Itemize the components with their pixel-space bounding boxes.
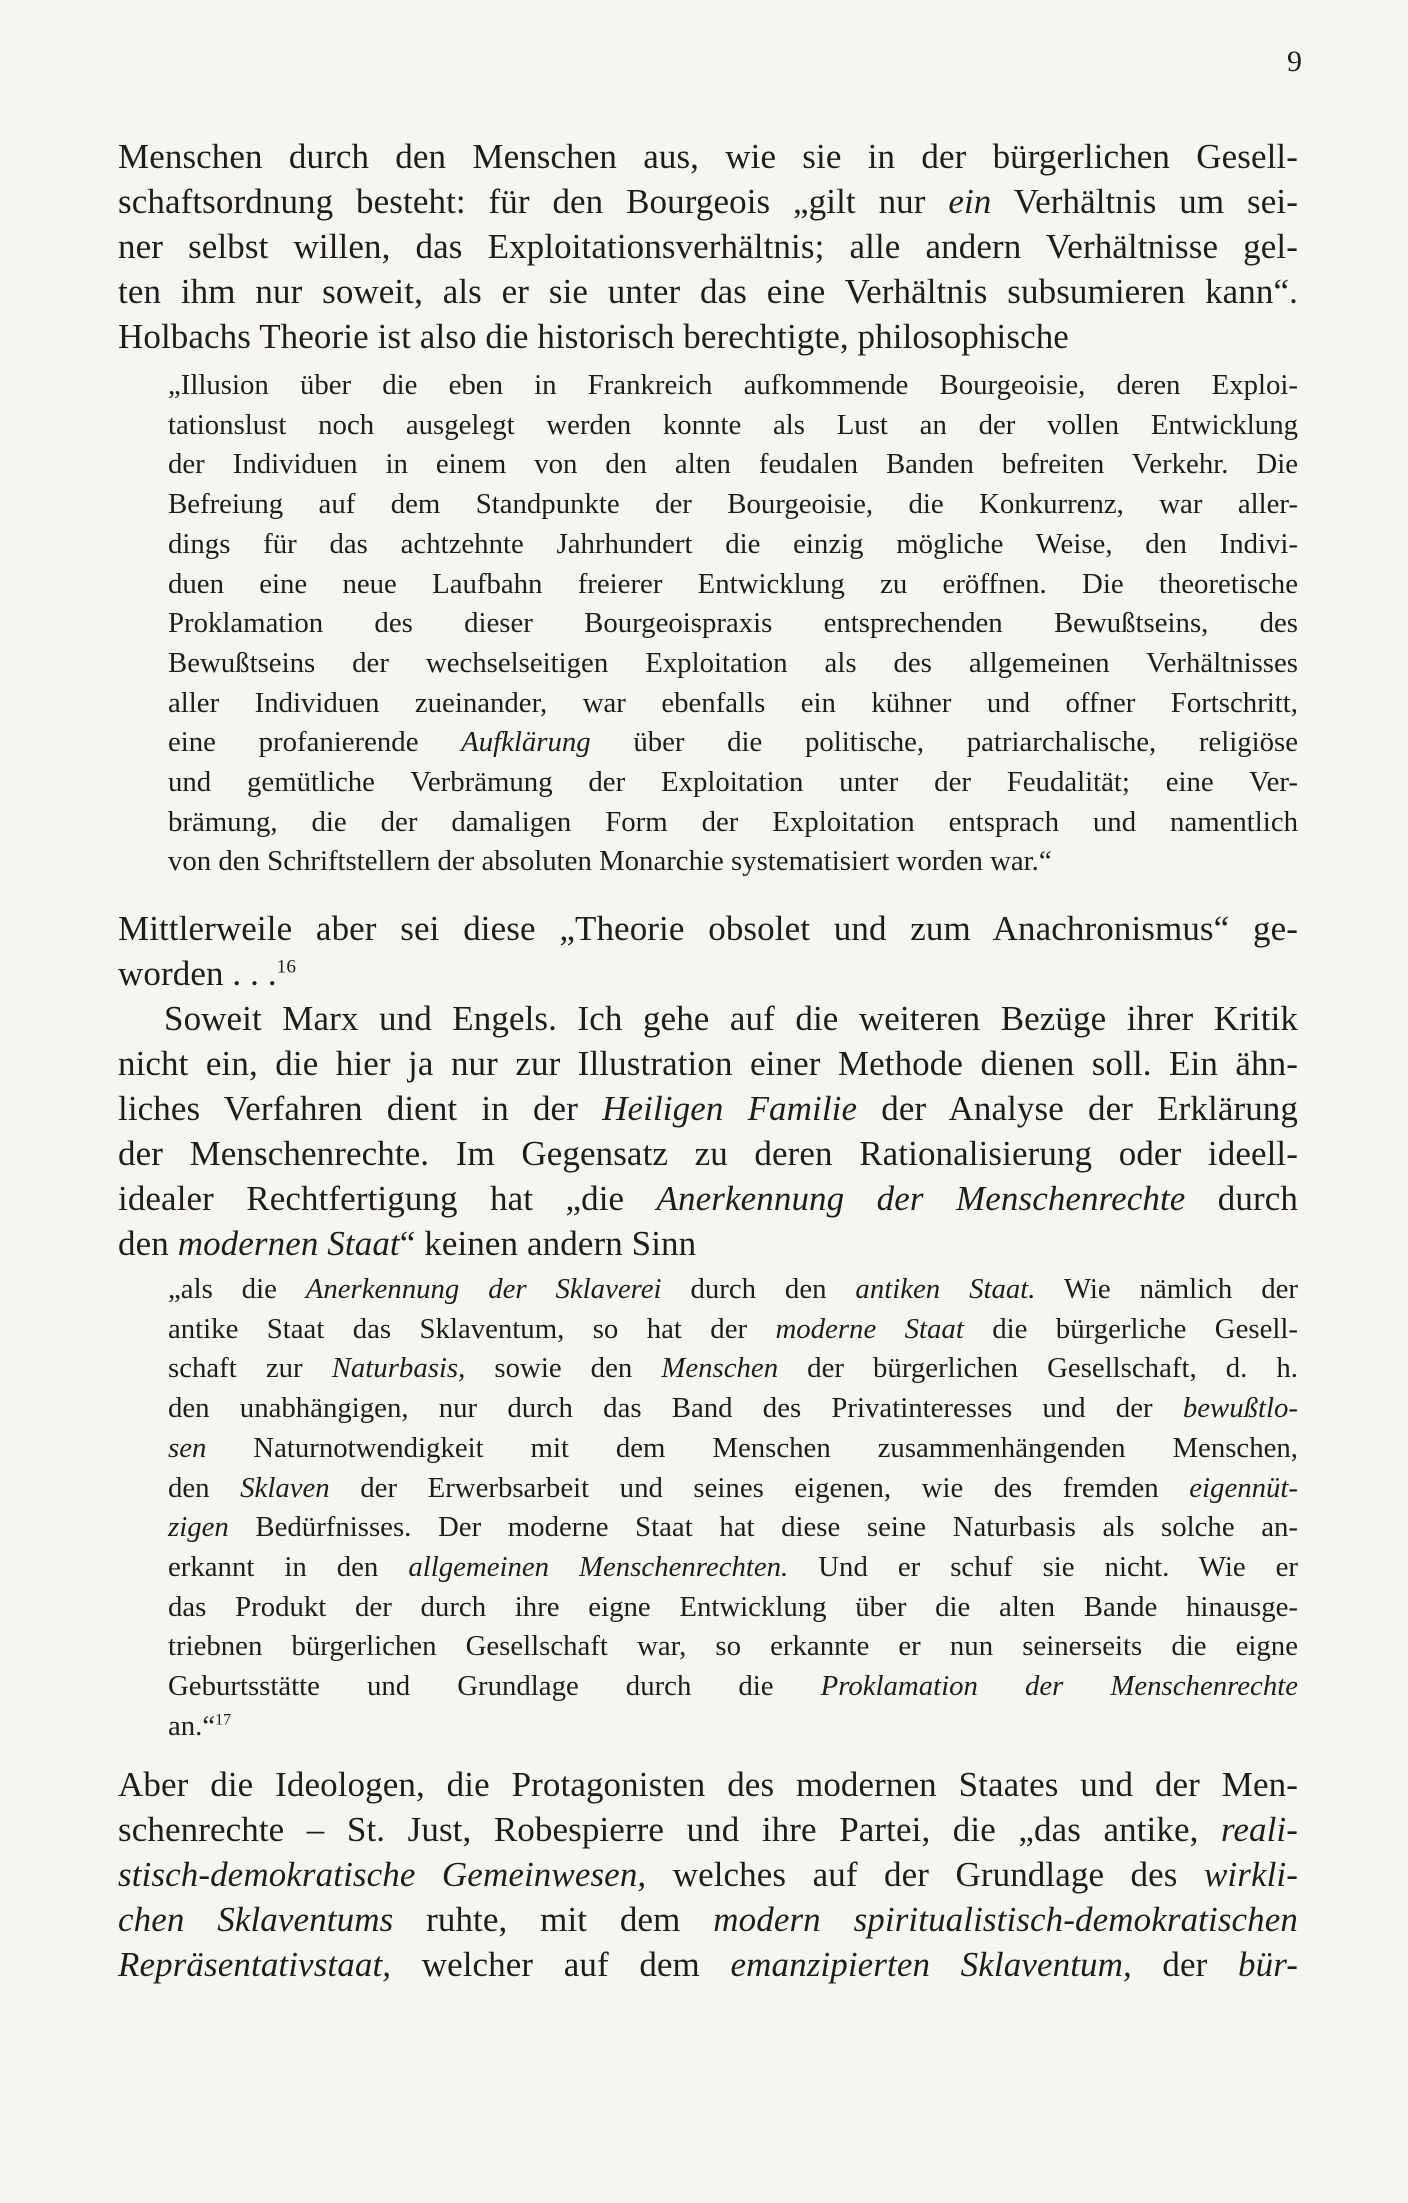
quote-line [168, 723, 1298, 763]
text-line: Aber die Ideologen, die Protagonisten des modernen Staates und der Men- [118, 1765, 1298, 1804]
line-fragment: Naturnotwendigkeit mit dem Menschen zusammenhängenden Menschen, [206, 1431, 1298, 1464]
quote-line: und gemütliche Verbrämung der Exploitation unter der Feudalität; eine Ver- [168, 766, 1298, 799]
body-paragraph-1 [118, 134, 1298, 359]
line-fragment: der [1131, 1945, 1239, 1984]
text-line [118, 179, 1298, 224]
text-line: Menschen durch den Menschen aus, wie sie in der bürgerlichen Gesell- [118, 137, 1298, 176]
emphasis-text: Repräsentativstaat, [118, 1945, 392, 1984]
line-fragment: durch [1185, 1179, 1298, 1218]
quote-line: dings für das achtzehnte Jahrhundert die einzig mögliche Weise, den Indivi- [168, 527, 1298, 560]
block-quote-1 [168, 366, 1298, 882]
text-line [118, 1086, 1298, 1131]
text-line: Mittlerweile aber sei diese „Theorie obsolet und zum Anachronismus“ ge- [118, 909, 1298, 948]
emphasis-text: Heiligen Familie [602, 1089, 858, 1128]
emphasis-text: zigen [168, 1511, 229, 1544]
line-fragment: erkannt in den [168, 1550, 409, 1583]
quote-line [168, 1667, 1298, 1707]
quote-line [168, 1310, 1298, 1350]
emphasis-text: Proklamation der Menschenrechte [820, 1670, 1298, 1703]
text-line [118, 1176, 1298, 1221]
quote-line: Bewußtseins der wechselseitigen Exploitation als des allgemeinen Verhältnisses [168, 646, 1298, 679]
line-fragment: Und er schuf sie nicht. Wie er [788, 1550, 1298, 1583]
emphasis-text: bewußtlo- [1182, 1392, 1298, 1425]
body-paragraph-4 [118, 1762, 1298, 1987]
emphasis-text: wirkli- [1203, 1855, 1298, 1894]
block-quote-2 [168, 1270, 1298, 1746]
quote-line: „Illusion über die eben in Frankreich aufkommende Bourgeoisie, deren Exploi- [168, 369, 1298, 401]
line-fragment: der bürgerlichen Gesellschaft, d. h. [778, 1352, 1299, 1385]
emphasis-text: modern spiritualistisch-demokratischen [713, 1900, 1299, 1939]
line-fragment: eine profanierende [168, 726, 462, 759]
line-fragment: über die politische, patriarchalische, religiöse [590, 726, 1298, 759]
quote-line: tationslust noch ausgelegt werden konnte als Lust an der vollen Entwicklung [168, 408, 1298, 441]
emphasis-text: stisch-demokratische Gemeinwesen, [118, 1855, 647, 1894]
emphasis-text: modernen Staat [177, 1224, 400, 1263]
emphasis-text: reali- [1220, 1810, 1298, 1849]
body-paragraph-2 [118, 906, 1298, 996]
line-fragment: welches auf der Grundlage des [646, 1855, 1204, 1894]
line-fragment: sowie den [465, 1352, 662, 1385]
emphasis-text: Anerkennung der Sklaverei [305, 1273, 662, 1305]
emphasis-text: Anerkennung der Menschenrechte [656, 1179, 1186, 1218]
line-fragment: liches Verfahren dient in der [118, 1089, 603, 1128]
text-line [118, 1897, 1298, 1942]
line-fragment: schenrechte – St. Just, Robespierre und ihre Partei, die „das antike, [118, 1810, 1221, 1849]
line-fragment: antike Staat das Sklaventum, so hat der [168, 1312, 776, 1345]
body-paragraph-3 [118, 996, 1298, 1266]
line-fragment: Bedürfnisses. Der moderne Staat hat diese seine Naturbasis als solche an- [228, 1511, 1298, 1544]
emphasis-text: Naturbasis, [331, 1352, 466, 1385]
emphasis-text: sen [168, 1431, 207, 1464]
quote-line [168, 1469, 1298, 1509]
emphasis-text: allgemeinen Menschenrechten. [408, 1550, 789, 1583]
line-fragment: Geburtsstätte und Grundlage durch die [168, 1670, 821, 1703]
text-line: Soweit Marx und Engels. Ich gehe auf die weiteren Bezüge ihrer Kritik [164, 999, 1298, 1038]
emphasis-text: bür- [1238, 1945, 1298, 1984]
line-fragment: die bürgerliche Gesell- [963, 1312, 1298, 1345]
line-fragment: an.“ [168, 1709, 216, 1742]
text-line [118, 1221, 1298, 1266]
line-fragment: den unabhängigen, nur durch das Band des Privatinteresses und der [168, 1392, 1183, 1425]
emphasis-text: Aufklärung [461, 726, 591, 759]
line-fragment: der Erwerbsarbeit und seines eigenen, wie des fremden [329, 1471, 1190, 1504]
footnote-marker-16: 16 [276, 956, 297, 978]
quote-line: das Produkt der durch ihre eigne Entwicklung über die alten Bande hinausge- [168, 1590, 1298, 1623]
text-line [118, 1852, 1298, 1897]
page-number: 9 [1287, 45, 1302, 78]
quote-line [168, 1508, 1298, 1548]
quote-line [168, 1349, 1298, 1389]
quote-line: brämung, die der damaligen Form der Exploitation entsprach und namentlich [168, 805, 1298, 838]
line-fragment: Verhältnis um sei- [991, 182, 1298, 221]
quote-line [168, 1707, 1298, 1747]
line-fragment: den [168, 1471, 241, 1504]
emphasis-text: ein [948, 182, 992, 221]
quote-line: aller Individuen zueinander, war ebenfalls ein kühner und offner Fortschritt, [168, 686, 1298, 719]
emphasis-text: chen Sklaventums [118, 1900, 394, 1939]
text-line [118, 1807, 1298, 1852]
footnote-marker-17: 17 [215, 1711, 231, 1729]
text-line: ten ihm nur soweit, als er sie unter das eine Verhältnis subsumieren kann“. [118, 272, 1298, 311]
quote-line [168, 1270, 1298, 1310]
quote-line [168, 1389, 1298, 1429]
line-fragment: welcher auf dem [391, 1945, 731, 1984]
line-fragment: idealer Rechtfertigung hat „die [118, 1179, 657, 1218]
quote-line: Proklamation des dieser Bourgeoispraxis entsprechenden Bewußtseins, des [168, 607, 1298, 640]
text-line: nicht ein, die hier ja nur zur Illustration einer Methode dienen soll. Ein ähn- [118, 1044, 1298, 1083]
quote-line: von den Schriftstellern der absoluten Monarchie systematisiert worden war.“ [168, 845, 1052, 878]
emphasis-text: Menschen [661, 1352, 779, 1385]
emphasis-text: eigennüt- [1189, 1471, 1299, 1504]
line-fragment: durch den [661, 1273, 856, 1305]
text-line [118, 1942, 1298, 1987]
line-fragment: der Analyse der Erklärung [857, 1089, 1299, 1128]
line-fragment: ruhte, mit dem [393, 1900, 714, 1939]
emphasis-text: Sklaven [240, 1471, 330, 1504]
quote-line [168, 1548, 1298, 1588]
line-fragment: schaftsordnung besteht: für den Bourgeois „gilt nur [118, 182, 949, 221]
text-line: ner selbst willen, das Exploitationsverhältnis; alle andern Verhältnisse gel- [118, 227, 1298, 266]
text-line: der Menschenrechte. Im Gegensatz zu deren Rationalisierung oder ideell- [118, 1134, 1298, 1173]
quote-line [168, 1429, 1298, 1469]
line-fragment: “ keinen andern Sinn [399, 1224, 697, 1263]
line-fragment: Wie nämlich der [1035, 1273, 1299, 1305]
line-fragment: worden . . . [118, 954, 277, 993]
emphasis-text: antiken Staat. [855, 1273, 1036, 1305]
emphasis-text: emanzipierten Sklaventum, [730, 1945, 1132, 1984]
line-fragment: „als die [168, 1273, 306, 1305]
quote-line: der Individuen in einem von den alten feudalen Banden befreiten Verkehr. Die [168, 448, 1298, 481]
quote-line: duen eine neue Laufbahn freierer Entwicklung zu eröffnen. Die theoretische [168, 567, 1298, 600]
quote-line: triebnen bürgerlichen Gesellschaft war, so erkannte er nun seinerseits die eigne [168, 1630, 1298, 1663]
line-fragment: den [118, 1224, 178, 1263]
line-fragment: schaft zur [168, 1352, 332, 1385]
emphasis-text: moderne Staat [775, 1312, 964, 1345]
text-line: Holbachs Theorie ist also die historisch berechtigte, philosophische [118, 317, 1069, 356]
quote-line: Befreiung auf dem Standpunkte der Bourgeoisie, die Konkurrenz, war aller- [168, 488, 1298, 521]
text-line [118, 951, 1298, 996]
